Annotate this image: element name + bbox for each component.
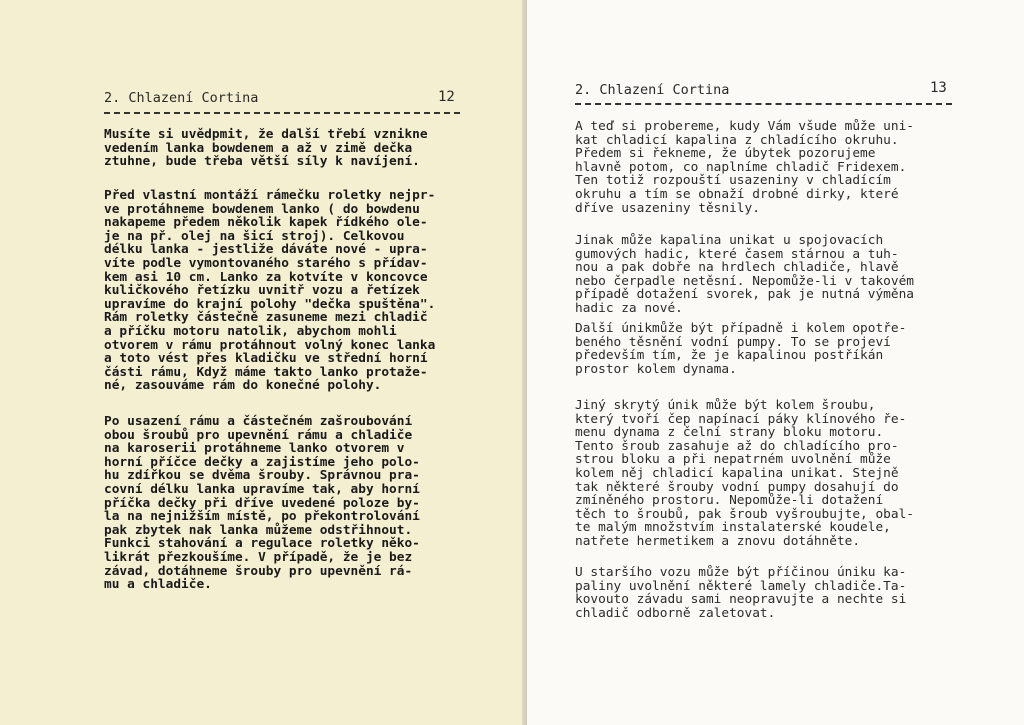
- right-paragraph-3: Další únikmůže být případně i kolem opotře- beného těsnění vodní pumpy. To se projeví především tím, že je kapalinou postříkán prostor kolem dynama.: [575, 321, 907, 377]
- left-paragraph-1: Musíte si uvědpmit, že další třebí vznikne vedením lanka bowdenem a až v zimě dečka ztuhne, bude třeba větší síly k navíjení.: [104, 127, 428, 170]
- right-paragraph-5: U staršího vozu může být příčinou úniku ka- paliny uvolnění některé lamely chladiče.Ta- kovouto závadu sami neopravujte a nechte si chladič odborně zaletovat.: [575, 565, 907, 621]
- right-paragraph-4: Jiný skrytý únik může být kolem šroubu, který tvoří čep napínací páky klínového ře- menu dynama z čelní strany bloku motoru. Tento šroub zasahuje až do chladícího pro- strou bloku a při nepatrném uvolnění může kolem něj chladicí kapalina unikat. Stejně tak některé šrouby vodní pumpy dosahují do zmíněného prostoru. Nepomůže-li dotažení těch to šroubů, pak šroub vyšroubujte, obal- te malým množstvím instalaterské koudele, natřete hermetikem a znovu dotáhněte.: [575, 398, 914, 549]
- left-page-number: 12: [438, 89, 455, 105]
- right-page-number: 13: [930, 80, 947, 96]
- right-page: [527, 0, 1024, 725]
- right-paragraph-2: Jinak může kapalina unikat u spojovacích gumových hadic, které časem stárnou a tuh- nou a pak dobře na hrdlech chladiče, hlavě nebo čerpadle netěsní. Nepomůže-li v takovém případě dotažení svorek, pak je nutná výměna hadic za nové.: [575, 233, 914, 316]
- right-paragraph-1: A teď si probereme, kudy Vám všude může uni- kat chladicí kapalina z chladícího okruhu. Předem si řekneme, že úbytek pozorujeme hlavně potom, co naplníme chladič Fridexem. Ten totiž rozpouští usazeniny v chladícím okruhu a tím se obnaží drobné dirky, které dříve usazeniny těsnily.: [575, 119, 914, 216]
- left-paragraph-3: Po usazení rámu a částečném zašroubování obou šroubů pro upevnění rámu a chladiče na karoserii protáhneme lanko otvorem v horní příčce dečky a zajistíme jeho polo- hu zdířkou se dvěma šrouby. Správnou pra- covní délku lanka upravíme tak, aby horní příčka dečky při dříve uvedené poloze by- la na nejnižším místě, po překontrolování pak zbytek nak lanka můžeme odstřihnout. Funkci stahování a regulace roletky něko- likrát přezkoušíme. V případě, že je bez závad, dotáhneme šrouby pro upevnění rá- mu a chladiče.: [104, 414, 420, 593]
- right-header-rule: [575, 103, 952, 105]
- left-page-header: 2. Chlazení Cortina: [104, 90, 259, 106]
- left-header-rule: [104, 112, 460, 114]
- right-page-header: 2. Chlazení Cortina: [575, 82, 730, 98]
- left-paragraph-2: Před vlastní montáží rámečku roletky nejpr- ve protáhneme bowdenem lanko ( do bowdenu nakapeme předem několik kapek řídkého ole- je na př. olej na šicí stroj). Celkovou délku lanka - jestliže dáváte nové - upra- víte podle vymontovaného starého s přídav- kem asi 10 cm. Lanko za kotvíte v koncovce kuličkového řetízku uvnitř vozu a řetízek upravíme do krajní polohy "dečka spuštěna". Rám roletky částečně zasuneme mezi chladič a příčku motoru natolik, abychom mohli otvorem v rámu protáhnout volný konec lanka a toto vést přes kladičku ve střední horní části rámu, Když máme takto lanko protaže- né, zasouváme rám do konečné polohy.: [104, 188, 436, 394]
